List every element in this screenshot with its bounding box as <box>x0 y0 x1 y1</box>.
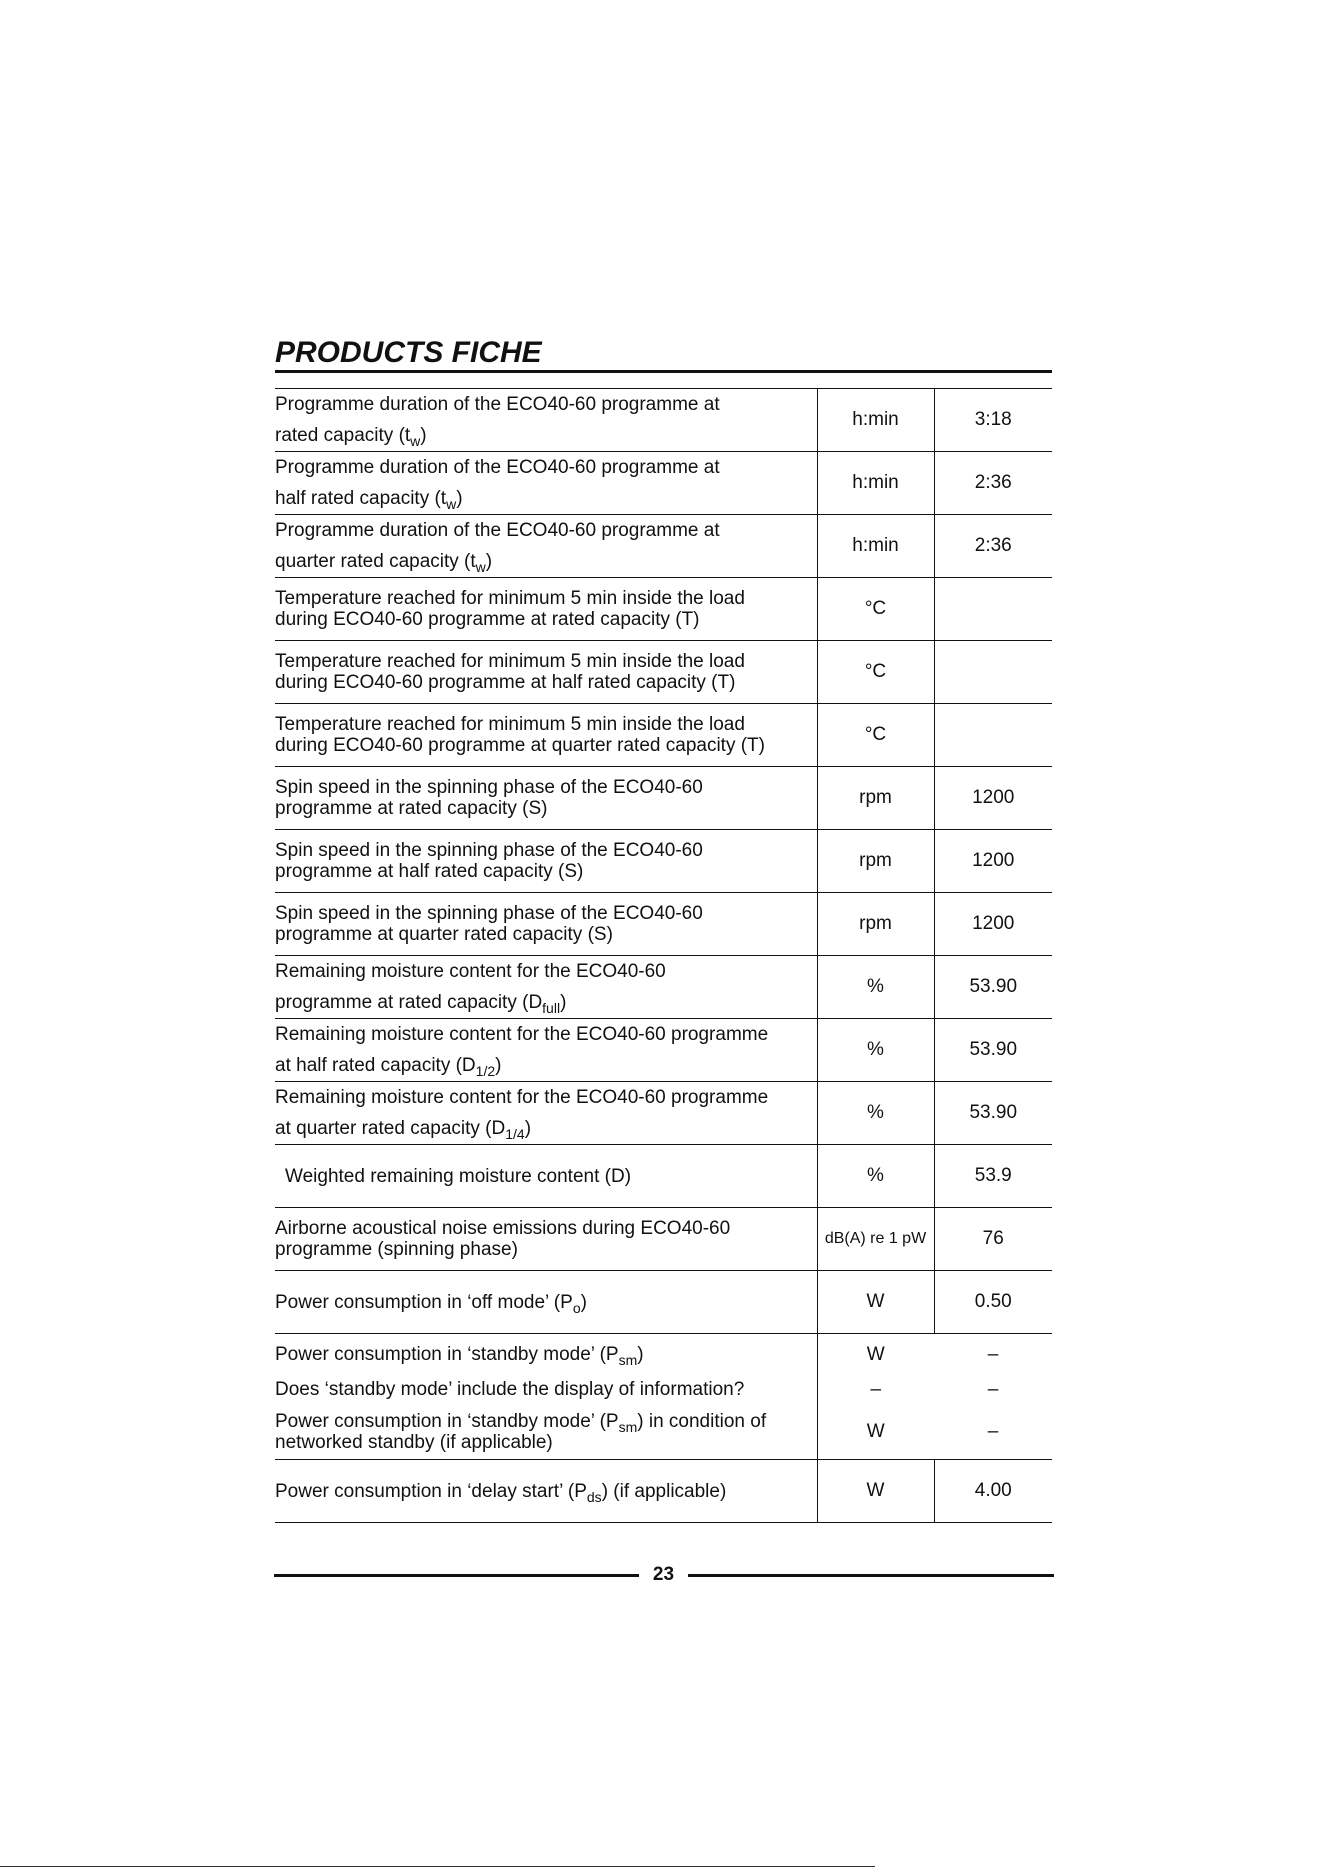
row-description: Power consumption in ‘off mode’ $(P_o)$ <box>275 1291 587 1316</box>
table-row <box>275 1271 1052 1334</box>
table-row <box>275 515 1052 578</box>
row-unit: % <box>817 956 934 1019</box>
row-unit: h:min <box>817 389 934 452</box>
standby-unit-2: – <box>870 1378 882 1400</box>
row-description: Spin speed in the spinning phase of the ECO40-60 programme at half rated capacity (S) <box>275 840 703 882</box>
footer-rule-left <box>274 1574 639 1577</box>
row-description: Remaining moisture content for the ECO40-60 programme at half rated capacity $(D_{1/2})$ <box>275 1024 769 1079</box>
page-title: PRODUCTS FICHE <box>275 336 542 369</box>
row-value <box>934 578 1052 641</box>
row-description: Programme duration of the ECO40-60 programme at rated capacity $(t_w)$ <box>275 394 720 449</box>
row-value: 3:18 <box>934 389 1052 452</box>
row-value: 53.90 <box>934 1082 1052 1145</box>
row-description: Programme duration of the ECO40-60 programme at quarter rated capacity $(t_w)$ <box>275 520 720 575</box>
row-unit: °C <box>817 641 934 704</box>
row-value: 76 <box>934 1208 1052 1271</box>
page-number: 23 <box>652 1564 675 1585</box>
row-unit: h:min <box>817 452 934 515</box>
row-description: Temperature reached for minimum 5 min inside the load during ECO40-60 programme at rated capacity (T) <box>275 588 745 630</box>
standby-value-3: – <box>987 1420 999 1442</box>
table-row <box>275 389 1052 452</box>
footer-rule-right <box>688 1574 1054 1577</box>
row-unit: dB(A) re 1 pW <box>817 1208 934 1271</box>
table-row <box>275 1208 1052 1271</box>
table-row <box>275 1082 1052 1145</box>
standby-line-1: Power consumption in ‘standby mode’ $(P_{sm})$ <box>275 1343 644 1368</box>
row-description: Temperature reached for minimum 5 min inside the load during ECO40-60 programme at quarter rated capacity (T) <box>275 714 765 756</box>
row-value: 53.90 <box>934 1019 1052 1082</box>
scan-edge-line <box>0 1866 875 1867</box>
table-row <box>275 452 1052 515</box>
row-description: Programme duration of the ECO40-60 programme at half rated capacity $(t_w)$ <box>275 457 720 512</box>
row-unit: rpm <box>817 767 934 830</box>
row-description: Power consumption in ‘delay start’ $(P_{ds})$ (if applicable) <box>275 1480 727 1505</box>
row-unit: rpm <box>817 893 934 956</box>
row-value: 53.90 <box>934 956 1052 1019</box>
table-row <box>275 1019 1052 1082</box>
row-description: Spin speed in the spinning phase of the ECO40-60 programme at rated capacity (S) <box>275 777 703 819</box>
row-description: Weighted remaining moisture content (D) <box>285 1165 632 1187</box>
row-unit: °C <box>817 578 934 641</box>
standby-unit-1: W <box>866 1343 885 1365</box>
standby-unit-3: W <box>866 1420 885 1442</box>
table-row <box>275 1145 1052 1208</box>
row-unit: W <box>817 1271 934 1334</box>
row-value: 53.9 <box>934 1145 1052 1208</box>
row-description: Remaining moisture content for the ECO40-60 programme at rated capacity $(D_{full})$ <box>275 961 666 1016</box>
table-row <box>275 1460 1052 1523</box>
standby-line-3: Power consumption in ‘standby mode’ $(P_{sm})$ in condition of networked standby (if applicable) <box>275 1410 767 1453</box>
row-description: Spin speed in the spinning phase of the ECO40-60 programme at quarter rated capacity (S) <box>275 903 703 945</box>
table-row <box>275 578 1052 641</box>
row-unit: h:min <box>817 515 934 578</box>
page-footer <box>274 1563 1054 1587</box>
row-value: 1200 <box>934 893 1052 956</box>
row-value: 0.50 <box>934 1271 1052 1334</box>
row-description: Airborne acoustical noise emissions during ECO40-60 programme (spinning phase) <box>275 1218 731 1260</box>
row-value: 2:36 <box>934 452 1052 515</box>
standby-value-2: – <box>987 1378 999 1400</box>
row-value: 1200 <box>934 830 1052 893</box>
row-unit: °C <box>817 704 934 767</box>
table-row-standby <box>275 1334 1052 1460</box>
row-value <box>934 641 1052 704</box>
row-description: Temperature reached for minimum 5 min inside the load during ECO40-60 programme at half rated capacity (T) <box>275 651 745 693</box>
standby-value-1: – <box>987 1343 999 1365</box>
row-value <box>934 704 1052 767</box>
table-row <box>275 704 1052 767</box>
row-unit: rpm <box>817 830 934 893</box>
row-value: 1200 <box>934 767 1052 830</box>
row-value: 2:36 <box>934 515 1052 578</box>
product-fiche-table <box>275 388 1052 1523</box>
row-unit: % <box>817 1145 934 1208</box>
row-value: 4.00 <box>934 1460 1052 1523</box>
table-row <box>275 767 1052 830</box>
row-unit: % <box>817 1082 934 1145</box>
row-description: Remaining moisture content for the ECO40-60 programme at quarter rated capacity $(D_{1/4})$ <box>275 1087 769 1142</box>
table-row <box>275 956 1052 1019</box>
table-row <box>275 641 1052 704</box>
table-row <box>275 893 1052 956</box>
row-unit: % <box>817 1019 934 1082</box>
table-row <box>275 830 1052 893</box>
standby-line-2: Does ‘standby mode’ include the display of information? <box>275 1378 745 1400</box>
title-bar <box>275 334 1052 373</box>
row-unit: W <box>817 1460 934 1523</box>
